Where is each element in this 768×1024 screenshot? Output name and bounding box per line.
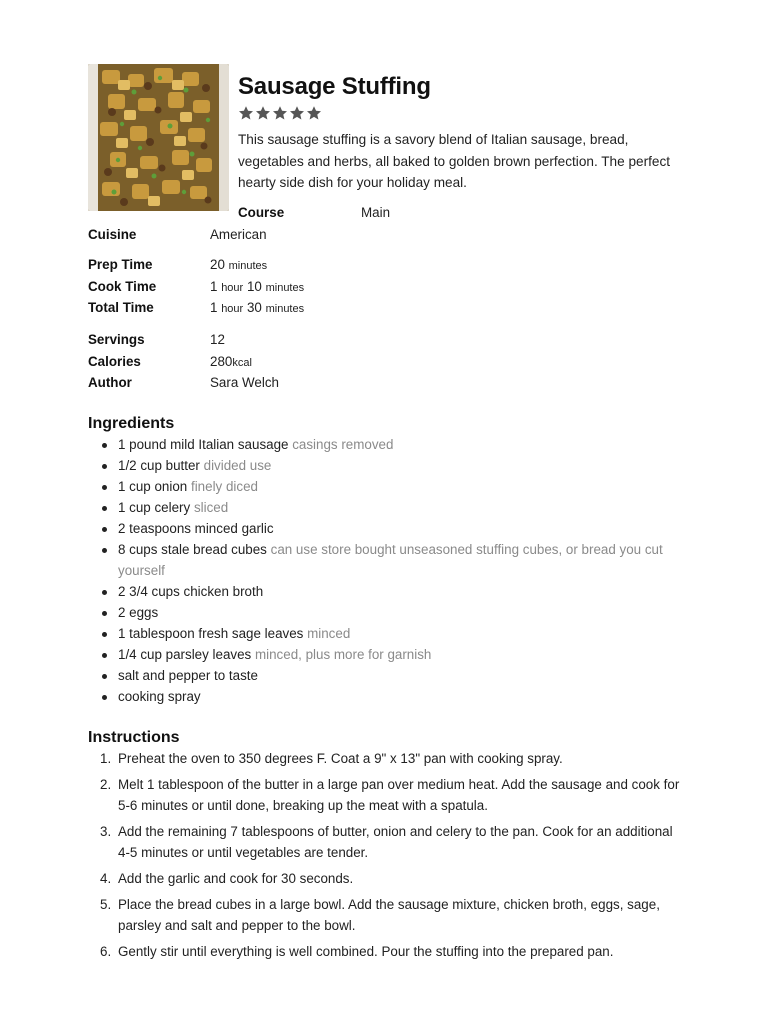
recipe-title: Sausage Stuffing (238, 73, 431, 100)
ingredient-text: 1 cup celery (118, 500, 191, 515)
instruction-step (88, 821, 688, 863)
ingredient-item (88, 455, 688, 476)
calories-unit: kcal (232, 357, 252, 369)
instruction-step (88, 868, 688, 889)
meta-cuisine-value: American (210, 227, 267, 242)
ingredient-text: 1/4 cup parsley leaves (118, 647, 252, 662)
ingredients-heading: Ingredients (88, 415, 175, 432)
prep-time-amount: 20 (210, 257, 225, 272)
step-number: 5. (100, 897, 112, 912)
instruction-step (88, 774, 688, 816)
star-icon[interactable] (289, 105, 305, 121)
prep-time-unit: minutes (228, 260, 268, 272)
step-number: 3. (100, 824, 112, 839)
cook-time-minutes: 10 (246, 279, 262, 294)
ingredient-text: 8 cups stale bread cubes (118, 542, 267, 557)
ingredient-note: can use store bought unseasoned stuffing cubes, or bread you cut yourself (118, 542, 663, 578)
ingredient-note: divided use (203, 458, 272, 473)
step-text: Preheat the oven to 350 degrees F. Coat a 9" x 13" pan with cooking spray. (118, 751, 563, 766)
star-icon[interactable] (238, 105, 254, 121)
cook-time-hours: 1 (210, 279, 218, 294)
total-time-minutes: 30 (246, 300, 262, 315)
meta-total-time-value (210, 299, 304, 318)
ingredient-text: 1 pound mild Italian sausage (118, 437, 289, 452)
ingredient-text: 1 tablespoon fresh sage leaves (118, 626, 304, 641)
recipe-summary: This sausage stuffing is a savory blend of Italian sausage, bread, vegetables and herbs, all baked to golden brown perfection. The perfect hearty side dish for your holiday meal. (238, 132, 671, 190)
ingredient-item (88, 602, 688, 623)
step-text: Place the bread cubes in a large bowl. Add the sausage mixture, chicken broth, eggs, sage, parsley and salt and pepper to the bowl. (118, 897, 660, 933)
meta-calories-value (210, 353, 252, 372)
cook-time-minute-unit: minutes (265, 282, 305, 294)
ingredient-item (88, 539, 688, 581)
step-number: 4. (100, 871, 112, 886)
recipe-image (88, 64, 229, 211)
ingredient-text: cooking spray (118, 689, 201, 704)
meta-course-value: Main (361, 205, 391, 220)
total-time-hours: 1 (210, 300, 218, 315)
meta-cook-time-label: Cook Time (88, 279, 157, 294)
step-text: Add the remaining 7 tablespoons of butter, onion and celery to the pan. Cook for an additional 4-5 minutes or until vegetables are tender. (118, 824, 673, 860)
meta-author-label: Author (88, 375, 132, 390)
meta-prep-time-label: Prep Time (88, 257, 153, 272)
ingredient-text: 2 teaspoons minced garlic (118, 521, 274, 536)
instruction-step (88, 894, 688, 936)
calories-amount: 280 (210, 354, 233, 369)
instructions-heading: Instructions (88, 729, 180, 746)
ingredient-note: minced, plus more for garnish (254, 647, 432, 662)
ingredient-note: sliced (193, 500, 229, 515)
cook-time-hour-unit: hour (221, 282, 244, 294)
stuffing-photo-icon (88, 64, 229, 211)
ingredient-item (88, 644, 688, 665)
rating-stars[interactable] (238, 105, 322, 121)
ingredients-list (88, 434, 688, 707)
step-text: Melt 1 tablespoon of the butter in a large pan over medium heat. Add the sausage and cook for 5-6 minutes or until done, breaking up the meat with a spatula. (118, 777, 680, 813)
ingredient-item (88, 518, 688, 539)
ingredient-note: casings removed (292, 437, 394, 452)
ingredient-text: 1 cup onion (118, 479, 188, 494)
ingredient-item (88, 497, 688, 518)
meta-course-label: Course (238, 205, 285, 220)
step-number: 6. (100, 944, 112, 959)
ingredient-item (88, 476, 688, 497)
ingredient-text: 1/2 cup butter (118, 458, 200, 473)
instruction-step (88, 748, 688, 769)
ingredient-note: finely diced (190, 479, 258, 494)
ingredient-item (88, 686, 688, 707)
ingredient-text: salt and pepper to taste (118, 668, 258, 683)
meta-cook-time-value (210, 278, 304, 297)
ingredient-note: minced (307, 626, 351, 641)
instructions-list (88, 748, 688, 967)
step-text: Gently stir until everything is well combined. Pour the stuffing into the prepared pan. (118, 944, 614, 959)
meta-cuisine-label: Cuisine (88, 227, 137, 242)
ingredient-text: 2 3/4 cups chicken broth (118, 584, 264, 599)
star-icon[interactable] (272, 105, 288, 121)
ingredient-item (88, 434, 688, 455)
star-icon[interactable] (306, 105, 322, 121)
meta-total-time-label: Total Time (88, 300, 154, 315)
meta-servings-value: 12 (210, 332, 225, 347)
meta-prep-time-value (210, 256, 267, 275)
step-number: 2. (100, 777, 112, 792)
meta-calories-label: Calories (88, 354, 141, 369)
star-icon[interactable] (255, 105, 271, 121)
ingredient-item (88, 581, 688, 602)
ingredient-text: 2 eggs (118, 605, 159, 620)
ingredient-item (88, 665, 688, 686)
ingredient-item (88, 623, 688, 644)
total-time-hour-unit: hour (221, 303, 244, 315)
meta-servings-label: Servings (88, 332, 145, 347)
total-time-minute-unit: minutes (265, 303, 305, 315)
step-number: 1. (100, 751, 112, 766)
meta-author-value: Sara Welch (210, 375, 279, 390)
instruction-step (88, 941, 688, 962)
step-text: Add the garlic and cook for 30 seconds. (118, 871, 354, 886)
